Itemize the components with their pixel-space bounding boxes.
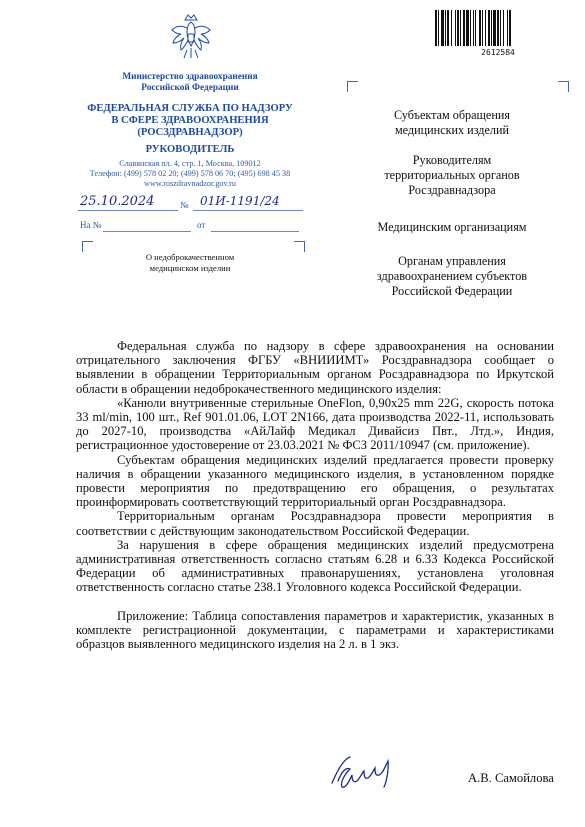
addressee-line: Российской Федерации: [391, 284, 513, 298]
addressee-bracket-right: [558, 81, 569, 92]
service-name-line: ФЕДЕРАЛЬНАЯ СЛУЖБА ПО НАДЗОРУ: [87, 103, 293, 114]
body-paragraph: Субъектам обращения медицинских изделий предлагается провести проверку наличия в обращении указанного медицинского изделия, в установленном порядке провести мероприятия по предотвращению его обращения, о результатах проинформировать соответствующий территориальный орган Росздравнадзора.: [76, 452, 554, 510]
body-paragraph: За нарушения в сфере обращения медицинских изделий предусмотрена административная ответственность согласно статьям 6.28 и 6.33 Кодекса Российской Федерации об административных правонарушениях, установлена уголовная ответственность согласно статье 238.1 Уголовного кодекса Российской Федерации.: [76, 537, 554, 595]
body-paragraph: Федеральная служба по надзору в сфере здравоохранения на основании отрицательного заключения ФГБУ «ВНИИИМТ» Росздравнадзора сообщает о выявлении в обращении Территориальным органом Росздравнадзора по Иркутской области в обращении недоброкачественного медицинского изделия:: [76, 339, 554, 396]
barcode-bar: [451, 10, 452, 46]
subject-line: медицинском изделии: [149, 263, 231, 273]
barcode-bar: [466, 10, 469, 46]
barcode: [434, 10, 562, 48]
barcode-bar: [488, 10, 490, 46]
reference-date-line: [211, 231, 299, 232]
letter-subject: [100, 252, 280, 274]
addressee-line: Медицинским организациям: [377, 220, 527, 234]
ministry-name-line: Министерство здравоохранения: [122, 72, 258, 82]
addressee-block: [322, 153, 582, 198]
barcode-bar: [475, 10, 476, 46]
signer-name: А.В. Самойлова: [468, 771, 554, 785]
addressee-line: территориальных органов: [384, 168, 520, 182]
reference-number-line: [103, 231, 191, 232]
barcode-bar: [493, 10, 496, 46]
barcode-bar: [507, 10, 508, 46]
registration-number-label: №: [180, 200, 189, 210]
addressee-bracket-left: [347, 81, 358, 92]
addressee-line: Росздравнадзора: [408, 183, 496, 197]
barcode-bar: [482, 10, 483, 46]
registration-date-line: [78, 210, 178, 211]
sender-website: www.roszdravnadzor.gov.ru: [144, 179, 236, 188]
barcode-bar: [445, 10, 446, 46]
barcode-bar: [438, 10, 439, 46]
head-title: РУКОВОДИТЕЛЬ: [145, 144, 235, 155]
russian-coat-of-arms-icon: [169, 12, 213, 66]
barcode-bar: [503, 10, 504, 46]
service-name-line: В СФЕРЕ ЗДРАВООХРАНЕНИЯ: [111, 115, 269, 126]
barcode-bar: [497, 10, 499, 46]
barcode-bar: [491, 10, 492, 46]
barcode-bar: [500, 10, 501, 46]
registration-number: 01И-1191/24: [200, 194, 280, 208]
barcode-bar: [441, 10, 444, 46]
reference-number-label: На №: [80, 220, 102, 230]
addressee-block: [322, 108, 582, 138]
body-paragraph: Территориальным органам Росздравнадзора провести мероприятия в соответствии с действующим законодательством Российской Федерации.: [76, 509, 554, 538]
barcode-bar: [463, 10, 465, 46]
barcode-bar: [460, 10, 461, 46]
subject-line: О недоброкачественном: [145, 252, 235, 262]
barcode-bar: [470, 10, 471, 46]
ministry-name-line: Российской Федерации: [141, 83, 239, 93]
letter-body: [76, 339, 554, 651]
barcode-bar: [457, 10, 459, 46]
addressee-line: здравоохранением субъектов: [376, 269, 528, 283]
body-paragraph: «Канюли внутривенные стерильные OneFlon, 0,90х25 mm 22G, скорость потока 33 ml/min, 100 шт., Ref 901.01.06, LOT 2N166, дата производства 2022-11, использовать до 2027-10, производства «АйЛайф Медикал Дивайсиз Пвт., Лтд.», Индия, регистрационное удостоверение от 23.03.2021 № ФСЗ 2011/10947 (см. приложение).: [76, 395, 554, 453]
subject-bracket-right: [294, 241, 305, 252]
barcode-bar: [447, 10, 449, 46]
addressee-line: Органам управления: [398, 254, 506, 268]
barcode-number: 2612584: [481, 48, 515, 57]
addressee-line: Руководителям: [412, 153, 492, 167]
barcode-bar: [473, 10, 474, 46]
subject-bracket-left: [82, 241, 93, 252]
addressee-line: Субъектам обращения: [393, 108, 510, 122]
barcode-bar: [479, 10, 481, 46]
handwritten-signature: [324, 753, 420, 799]
sender-address: Славянская пл. 4, стр. 1, Москва, 109012: [119, 159, 261, 168]
addressee-block: [322, 254, 582, 299]
sender-phone: Телефон: (499) 578 02 20; (499) 578 06 70; (495) 698 45 38: [89, 169, 291, 178]
barcode-bar: [455, 10, 456, 46]
barcode-bar: [509, 10, 511, 46]
service-name-line: (РОСЗДРАВНАДЗОР): [137, 127, 243, 138]
addressee-block: [322, 220, 582, 235]
registration-date: 25.10.2024: [80, 194, 155, 209]
registration-number-line: [193, 210, 303, 211]
attachment-note: Приложение: Таблица сопоставления параметров и характеристик, указанных в комплекте регистрационной документации, с параметрами и характеристиками образцов выявленного медицинского изделия на 2 л. в 1 экз.: [76, 608, 554, 652]
barcode-bar: [485, 10, 486, 46]
addressee-line: медицинских изделий: [394, 123, 510, 137]
reference-date-label: от: [197, 220, 206, 230]
barcode-bar: [435, 10, 437, 46]
